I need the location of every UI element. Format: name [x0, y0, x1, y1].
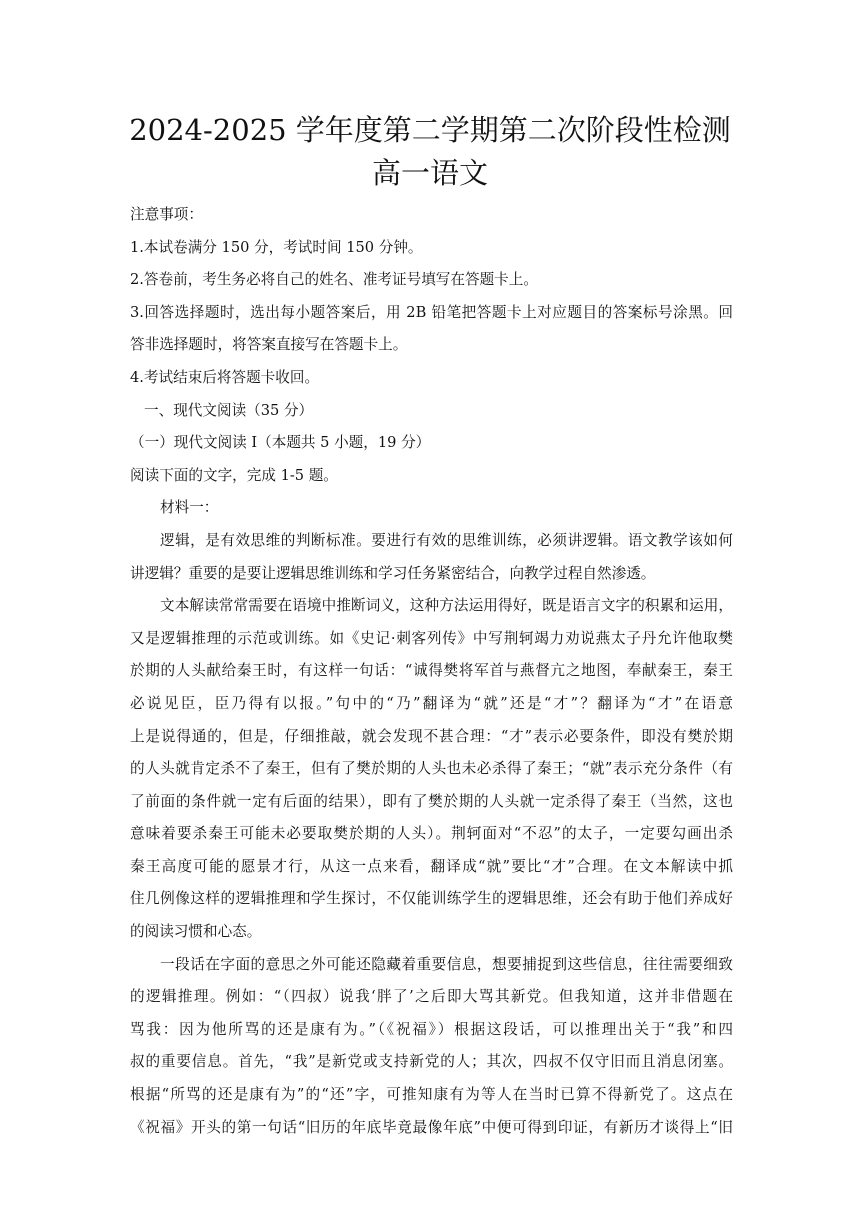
- notice-item: 2.答卷前，考生务必将自己的姓名、准考证号填写在答题卡上。: [130, 271, 538, 289]
- passage-line: 住几例像这样的逻辑推理和学生探讨，不仅能训练学生的逻辑思维，还会有助于他们养成好: [130, 890, 733, 908]
- passage-line: 必说见臣，臣乃得有以报。”句中的“乃”翻译为“就”还是“才”？翻译为“才”在语意: [130, 694, 733, 712]
- passage-line: 上是说得通的，但是，仔细推敲，就会发现不甚合理：“才”表示必要条件，即没有樊於期: [130, 727, 733, 745]
- passage-line: 骂我：因为他所骂的还是康有为。”（《祝福》）根据这段话，可以推理出关于“我”和四: [130, 1020, 733, 1038]
- passage-line: 的人头就肯定杀不了秦王，但有了樊於期的人头也未必杀得了秦王；“就”表示充分条件（有: [130, 760, 733, 778]
- passage-line: 意味着要杀秦王可能未必要取樊於期的人头）。荆轲面对“不忍”的太子，一定要勾画出杀: [130, 825, 733, 843]
- page-content: [130, 199, 733, 1144]
- section-heading: 一、现代文阅读（35 分）: [144, 401, 314, 419]
- passage-line: 於期的人头献给秦王时，有这样一句话：“诚得樊将军首与燕督亢之地图，奉献秦王，秦王: [130, 662, 733, 680]
- passage-line: 了前面的条件就一定有后面的结果），即有了樊於期的人头就一定杀得了秦王（当然，这也: [130, 792, 733, 810]
- passage-line: 的逻辑推理。例如：“（四叔）说我‘胖了’之后即大骂其新党。但我知道，这并非借题在: [130, 988, 733, 1006]
- passage-line: 文本解读常常需要在语境中推断词义，这种方法运用得好，既是语言文字的积累和运用，: [160, 597, 733, 615]
- material-label: 材料一：: [160, 499, 219, 517]
- passage-line: 叔的重要信息。首先，“我”是新党或支持新党的人；其次，四叔不仅守旧而且消息闭塞。: [130, 1053, 733, 1071]
- passage-line: 逻辑，是有效思维的判断标准。要进行有效的思维训练，必须讲逻辑。语文教学该如何: [160, 531, 733, 549]
- section-instruction: 阅读下面的文字，完成 1-5 题。: [130, 466, 338, 484]
- passage-line: 一段话在字面的意思之外可能还隐藏着重要信息，想要捕捉到这些信息，往往需要细致: [160, 955, 733, 973]
- passage-line: 讲逻辑？重要的是要让逻辑思维训练和学习任务紧密结合，向教学过程自然渗透。: [130, 564, 656, 582]
- exam-subject: 高一语文: [371, 156, 488, 190]
- passage-line: 又是逻辑推理的示范或训练。如《史记·刺客列传》中写荆轲竭力劝说燕太子丹允许他取樊: [130, 629, 733, 647]
- passage-line: 根据“所骂的还是康有为”的“还”字，可推知康有为等人在当时已算不得新党了。这点在: [130, 1086, 733, 1104]
- exam-title: 2024-2025 学年度第二学期第二次阶段性检测: [129, 113, 731, 147]
- notice-item: 答非选择题时，将答案直接写在答题卡上。: [130, 336, 408, 354]
- section-subheading: （一）现代文阅读 I（本题共 5 小题，19 分）: [130, 434, 431, 452]
- notice-item: 4.考试结束后将答题卡收回。: [130, 368, 320, 386]
- passage-line: 的阅读习惯和心态。: [130, 923, 262, 941]
- passage-line: 秦王高度可能的愿景才行，从这一点来看，翻译成“就”要比“才”合理。在文本解读中抓: [130, 857, 733, 875]
- notice-item: 3.回答选择题时，选出每小题答案后，用 2B 铅笔把答题卡上对应题目的答案标号涂黑。回: [130, 303, 733, 321]
- notice-item: 1.本试卷满分 150 分，考试时间 150 分钟。: [130, 238, 423, 256]
- notice-heading: 注意事项：: [130, 206, 203, 223]
- passage-line: 《祝福》开头的第一句话“旧历的年底毕竟最像年底”中便可得到印证，有新历才谈得上“旧: [130, 1118, 733, 1136]
